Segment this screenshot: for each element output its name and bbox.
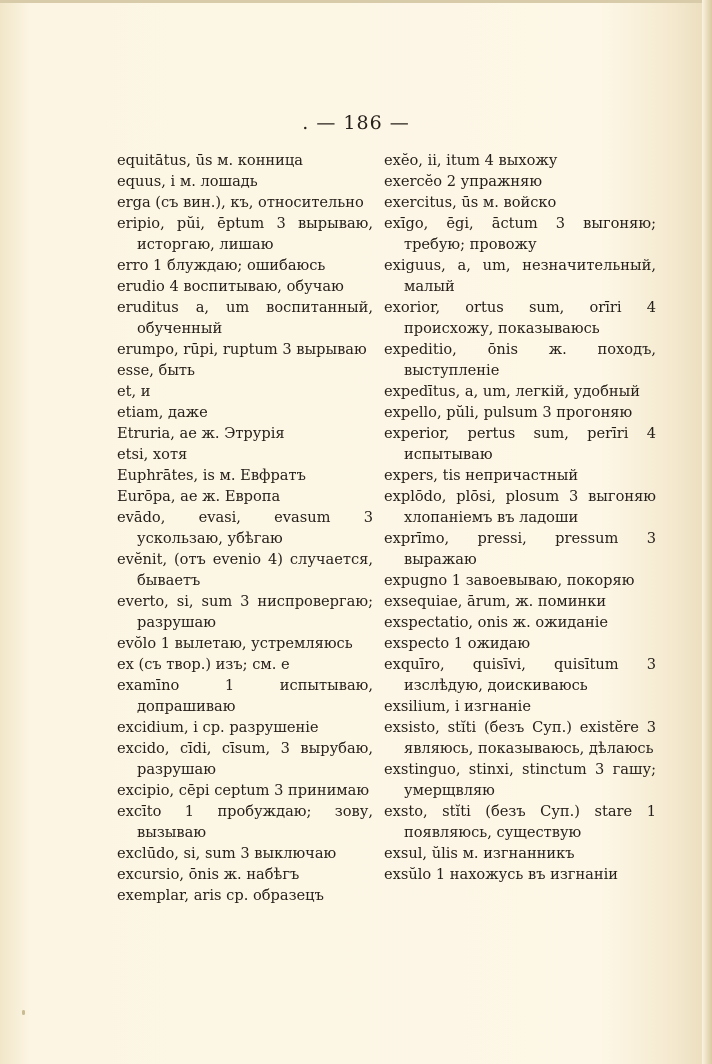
dictionary-entry: exercĕo 2 упражняю — [384, 173, 543, 190]
page-number: . — 186 — — [302, 112, 410, 134]
dictionary-entry: exiguus, a, um, незначительный, малый — [384, 257, 656, 295]
dictionary-entry: excursio, ōnis ж. набѣгъ — [117, 866, 300, 883]
dictionary-entry: exsilium, i изгнаніе — [384, 698, 531, 715]
dictionary-entry: et, и — [117, 383, 151, 400]
page-spine-shadow — [702, 0, 712, 1064]
dictionary-entry: eripio, pŭi, ēptum 3 вырываю, исторгаю, лишаю — [117, 215, 373, 253]
dictionary-entry: excipio, cēpi ceptum 3 принимаю — [117, 782, 370, 799]
dictionary-entry: equus, i м. лошадь — [117, 173, 258, 190]
dictionary-entry: excīto 1 пробуждаю; зову, вызываю — [117, 803, 373, 841]
dictionary-entry: exsisto, stĭti (безъ Суп.) existĕre 3 являюсь, показываюсь, дѣлаюсь — [384, 719, 656, 757]
dictionary-entry: eruditus a, um воспитанный, обученный — [117, 299, 373, 337]
right-column — [384, 150, 656, 885]
dictionary-entry: exsul, ŭlis м. изгнанникъ — [384, 845, 575, 862]
dictionary-entry: exquīro, quisīvi, quisītum 3 изслѣдую, доискиваюсь — [384, 656, 656, 694]
dictionary-entry: evĕnit, (отъ evenio 4) случается, бываетъ — [117, 551, 373, 589]
dictionary-entry: exsto, stĭti (безъ Суп.) stare 1 появляюсь, существую — [384, 803, 656, 841]
dictionary-entry: exsŭlo 1 нахожусь въ изгнаніи — [384, 866, 619, 883]
dictionary-entry: exspecto 1 ожидаю — [384, 635, 531, 652]
dictionary-entry: exemplar, aris ср. образецъ — [117, 887, 324, 904]
dictionary-entry: Euphrātes, is м. Евфратъ — [117, 467, 306, 484]
dictionary-entry: exĕo, ii, itum 4 выхожу — [384, 152, 558, 169]
dictionary-entry: exercitus, ūs м. войско — [384, 194, 557, 211]
dictionary-entry: expugno 1 завоевываю, покоряю — [384, 572, 635, 589]
dictionary-entry: exsequiae, ārum, ж. поминки — [384, 593, 607, 610]
dictionary-entry: erumpo, rūpi, ruptum 3 вырываю — [117, 341, 367, 358]
dictionary-entry: erudio 4 воспитываю, обучаю — [117, 278, 344, 295]
dictionary-entry: explōdo, plōsi, plosum 3 выгоняю хлопаніемъ въ ладоши — [384, 488, 656, 526]
dictionary-entry: expedītus, a, um, легкій, удобный — [384, 383, 640, 400]
dictionary-entry: examīno 1 испытываю, допрашиваю — [117, 677, 373, 715]
dictionary-entry: equitātus, ūs м. конница — [117, 152, 303, 169]
dictionary-entry: erga (съ вин.), къ, относительно — [117, 194, 364, 211]
dictionary-entry: esse, быть — [117, 362, 195, 379]
dictionary-entry: exclūdo, si, sum 3 выключаю — [117, 845, 337, 862]
dictionary-entry: exorior, ortus sum, orīri 4 происхожу, показываюсь — [384, 299, 656, 337]
dictionary-entry: exstinguo, stinxi, stinctum 3 гашу; умерщвляю — [384, 761, 656, 799]
dictionary-entry: exīgo, ēgi, āctum 3 выгоняю; требую; провожу — [384, 215, 656, 253]
dictionary-entry: excidium, i ср. разрушеніе — [117, 719, 319, 736]
dictionary-entry: ex (съ твор.) изъ; см. е — [117, 656, 290, 673]
dictionary-entry: etsi, хотя — [117, 446, 188, 463]
page-blemish — [22, 1010, 25, 1015]
dictionary-entry: evādo, evasi, evasum 3 ускользаю, убѣгаю — [117, 509, 373, 547]
dictionary-entry: exprīmo, pressi, pressum 3 выражаю — [384, 530, 656, 568]
dictionary-entry: Eurōpa, ae ж. Европа — [117, 488, 281, 505]
page-top-edge — [0, 0, 712, 3]
dictionary-entry: experior, pertus sum, perīri 4 испытываю — [384, 425, 656, 463]
left-column — [117, 150, 373, 906]
dictionary-entry: expers, tis непричастный — [384, 467, 579, 484]
dictionary-entry: everto, si, sum 3 ниспровергаю; разрушаю — [117, 593, 373, 631]
dictionary-entry: expello, pŭli, pulsum 3 прогоняю — [384, 404, 633, 421]
dictionary-entry: excido, cīdi, cīsum, 3 вырубаю, разрушаю — [117, 740, 373, 778]
dictionary-entry: erro 1 блуждаю; ошибаюсь — [117, 257, 326, 274]
dictionary-entry: etiam, даже — [117, 404, 208, 421]
dictionary-entry: exspectatio, onis ж. ожиданіе — [384, 614, 609, 631]
dictionary-entry: Etruria, ae ж. Этрурія — [117, 425, 285, 442]
dictionary-entry: expeditio, ōnis ж. походъ, выступленіе — [384, 341, 656, 379]
dictionary-entry: evŏlo 1 вылетаю, устремляюсь — [117, 635, 353, 652]
